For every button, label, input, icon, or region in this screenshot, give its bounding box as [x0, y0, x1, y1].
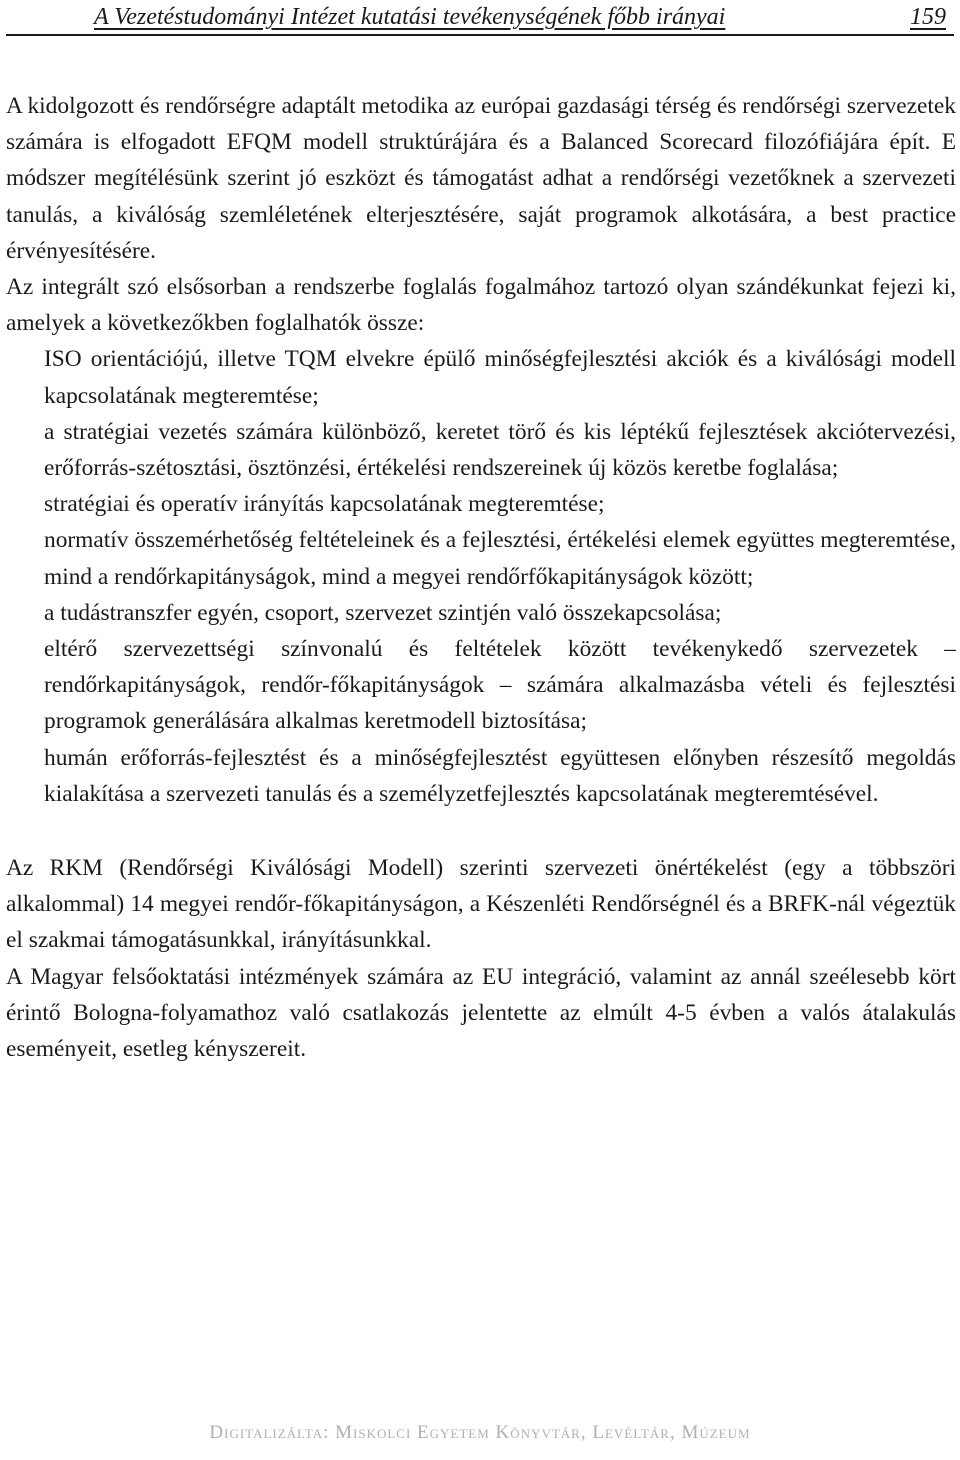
digitization-watermark: Digitalizálta: Miskolci Egyetem Könyvtár, Levéltár, Múzeum [209, 1422, 751, 1443]
list-item: normatív összemérhetőség feltételeinek és a fejlesztési, értékelési elemek együttes megteremtése, mind a rendőrkapitányságok, mind a megyei rendőrfőkapitányságok között; [44, 527, 956, 590]
paragraph-rkm: Az RKM (Rendőrségi Kiválósági Modell) szerinti szervezeti önértékelést (egy a többszöri alkalommal) 14 megyei rendőr-főkapitányságon, a Készenléti Rendőrségnél és a BRFK-nál végeztük el szakmai támogatásunkkal, irányításunkkal. [6, 855, 956, 954]
paragraph-bologna: A Magyar felsőoktatási intézmények számára az EU integráció, valamint az annál szeélesebb kört érintő Bologna-folyamathoz való csatlakozás jelentette az elmúlt 4-5 évben a valós átalakulás eseményeit, esetleg kényszereit. [6, 963, 956, 1063]
running-header [6, 0, 954, 36]
list-item: a stratégiai vezetés számára különböző, keretet törő és kis léptékű fejlesztések akciótervezési, erőforrás-szétosztási, ösztönzési, értékelési rendszereinek új közös keretbe foglalása; [44, 418, 956, 482]
list-item: humán erőforrás-fejlesztést és a minőségfejlesztést együttesen előnyben részesítő megoldás kialakítása a szervezeti tanulás és a személyzetfejlesztés kapcsolatának megteremtésével. [44, 744, 956, 807]
body-text [6, 88, 956, 1067]
page-number: 159 [910, 4, 946, 30]
list-item: ISO orientációjú, illetve TQM elvekre épülő minőségfejlesztési akciók és a kiválósági modell kapcsolatának megteremtése; [44, 346, 956, 409]
running-title: A Vezetéstudományi Intézet kutatási tevékenységének főbb irányai [94, 4, 726, 30]
paragraph-methodology: A kidolgozott és rendőrségre adaptált metodika az európai gazdasági térség és rendőrségi szervezetek számára is elfogadott EFQM modell struktúrájára és a Balanced Scorecard filozófiájára épít. E módszer megítélésünk szerint jó eszközt és támogatást adhat a rendőrségi vezetőknek a szervezeti tanulás, a kiválóság szemléletének elterjesztésére, saját programok alkotására, a best practice érvényesítésére. [6, 93, 956, 264]
list-item: stratégiai és operatív irányítás kapcsolatának megteremtése; [44, 491, 605, 518]
list-item: a tudástranszfer egyén, csoport, szervezet szintjén való összekapcsolása; [44, 599, 722, 626]
paragraph-integrated: Az integrált szó elsősorban a rendszerbe foglalás fogalmához tartozó olyan szándékunkat fejezi ki, amelyek a következőkben foglalhatók össze: [6, 274, 956, 337]
paragraph-gap [6, 812, 956, 850]
goals-list [6, 341, 956, 812]
list-item: eltérő szervezettségi színvonalú és feltételek között tevékenykedő szervezetek – rendőrkapitányságok, rendőr-főkapitányságok – számára alkalmazásba vételi és fejlesztési programok generálására alkalmas keretmodell biztosítása; [44, 636, 956, 735]
